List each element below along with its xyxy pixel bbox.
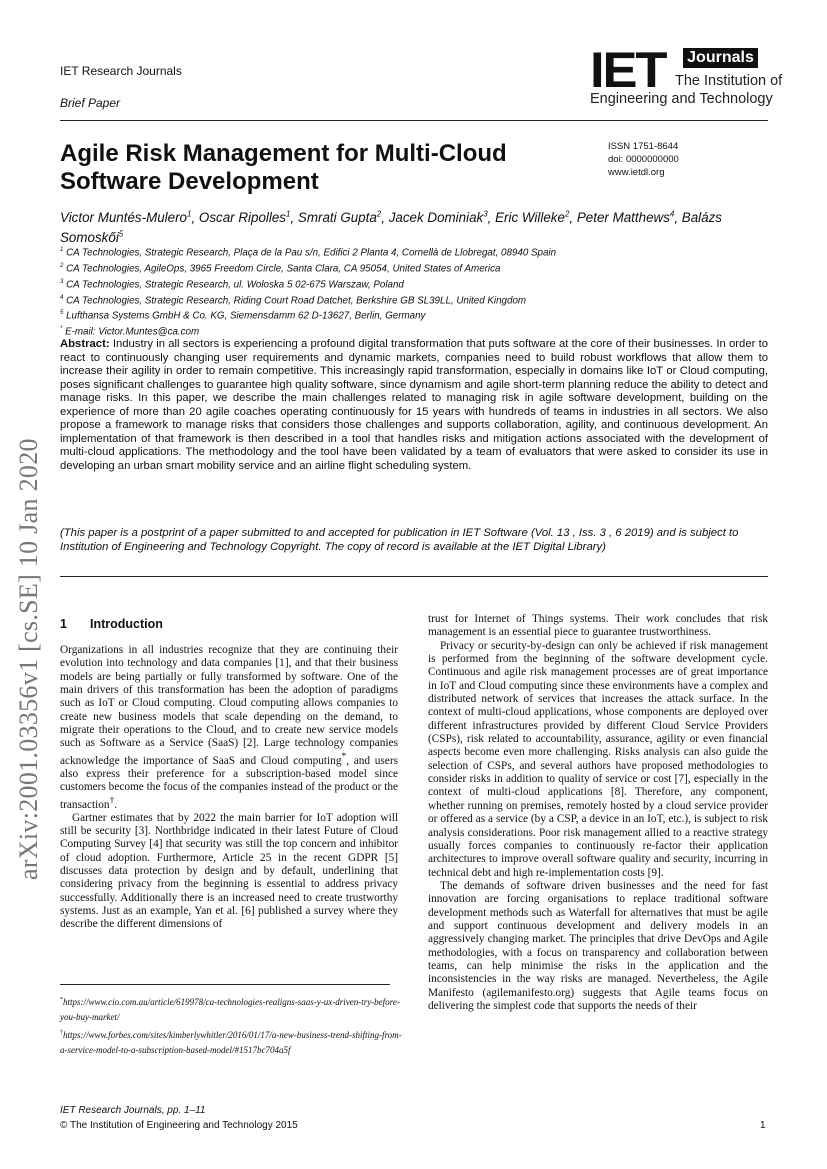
journals-badge: Journals: [683, 48, 758, 68]
footnote-mark: †: [109, 795, 115, 806]
postprint-notice: (This paper is a postprint of a paper submitted to and accepted for publication in IET Software (Vol. 13 , Iss. 3 , 6 2019) and is subject to Institution of Engineering and Technology Copyright. The copy of record is available at the IET Digital Library): [60, 527, 739, 553]
footnotes: [60, 993, 405, 1059]
paragraph: Organizations in all industries recognize that they are continuing their evolution into technology and data companies [1], and that their business models are being partially or fully transformed by software. One of the main drivers of this transformation has been the adoption of paradigms such as IoT or Cloud computing. Cloud computing allows companies to create new business models that scale depending on the demand, to migrate their operations to the Cloud, and to create new service models such as Software as a Service (SaaS) [2]. Large technology companies acknowledge the importance of SaaS and Cloud computing*, and users also express their preference for a subscription-based model since customers become the focus of the companies instead of the product or the transaction†.: [60, 644, 398, 811]
paper-type: Brief Paper: [60, 96, 121, 110]
author-list: Victor Muntés-Mulero$^1$, Oscar Ripolles$^1$, Smrati Gupta$^2$, Jacek Dominiak$^3$, Eric Willeke$^2$, Peter Matthews$^4$, Balázs Somoskői$^5$: [60, 210, 722, 245]
affiliation: $^5$ Lufthansa Systems GmbH & Co. KG, Siemensdamm 62 D-13627, Berlin, Germany: [60, 310, 426, 322]
paragraph: trust for Internet of Things systems. Their work concludes that risk management is an essential piece to guarantee trustworthiness.: [428, 613, 768, 639]
abstract: [60, 338, 768, 473]
affiliation-mark: 2: [564, 210, 570, 219]
left-column: [60, 644, 398, 932]
journal-name: IET Research Journals: [60, 64, 182, 78]
affiliation-mark: 4: [669, 210, 675, 219]
affiliation-list: [60, 244, 775, 339]
author: Peter Matthews$^4$: [576, 210, 675, 226]
abstract-rule: [60, 576, 768, 577]
author: Balázs Somoskői$^5$: [60, 210, 722, 245]
page-number: 1: [760, 1120, 766, 1131]
iet-logo-mark: IET: [590, 42, 666, 98]
footnote-link[interactable]: https://www.cio.com.au/article/619978/ca-technologies-realigns-saas-y-ux-driven-try-before-you-buy-market/: [60, 997, 400, 1023]
affiliation: $^3$ CA Technologies, Strategic Research, ul. Woloska 5 02-675 Warszaw, Poland: [60, 278, 404, 290]
paragraph: Privacy or security-by-design can only be achieved if risk management is performed from the beginning of the software development cycle. Continuous and agile risk management processes are of great importance in IoT and Cloud computing since these environments have a complex and distributed network of services that increases the attack surface. In the context of multi-cloud applications, whose components are deployed over different infrastructures provided by different Cloud Service Providers (CSPs), risk related to accountability, assurance, agility or even financial aspects become even more challenging. Risks analysis can also guide the selection of CSPs, and several authors have proposed methodologies to consider risks in addition to quality of service or cost [7], especially in the context of multi-cloud applications [8]. Therefore, any component, whether running on premises, remotely hosted by a cloud service provider or offered as a service (by a CSP, a device in an IoT, etc.), is subject to risk analysis considerations. Poor risk management allied to a reactive strategy usually forces companies to continuously re-factor their application architectures to improve overall software quality and security, incurring in technical debt and high re-implementation costs [9].: [428, 639, 768, 879]
affiliation: $^4$ CA Technologies, Strategic Research, Riding Court Road Datchet, Berkshire GB SL39LL, United Kingdom: [60, 294, 527, 306]
author: Oscar Ripolles$^1$: [198, 210, 291, 226]
footnote: †https://www.forbes.com/sites/kimberlywhitler/2016/01/17/a-new-business-trend-shifting-from-a-service-model-to-a-subscription-based-model/#1517bc704a5f: [60, 1029, 402, 1056]
logo-institution-line2: Engineering and Technology: [590, 91, 773, 107]
affiliation-mark: 1: [286, 210, 291, 219]
issn-block: [608, 140, 679, 179]
author: Victor Muntés-Mulero$^1$: [60, 210, 192, 226]
header-rule: [60, 120, 768, 121]
affiliation-mark: 2: [376, 210, 382, 219]
footnote-link[interactable]: https://www.forbes.com/sites/kimberlywhitler/2016/01/17/a-new-business-trend-shifting-from-a-service-model-to-a-subscription-based-model/#1517bc704a5f: [60, 1029, 402, 1056]
affiliation: $^1$ CA Technologies, Strategic Research, Plaça de la Pau s/n, Edifici 2 Planta 4, Cornellà de Llobregat, 08940 Spain: [60, 247, 557, 259]
footnote-mark: *: [341, 751, 347, 762]
issn: ISSN 1751-8644: [608, 141, 679, 152]
paragraph: Gartner estimates that by 2022 the main barrier for IoT adoption will still be security [3]. Northbridge indicated in their latest Future of Cloud Computing Survey [4] that security was still the top concern and inhibitor of cloud adoption. Furthermore, Article 25 in the recent GDPR [5] discusses data protection by design and by default, underlining that considering privacy from the beginning is essential to address privacy successfully. Additionally there is an increased need to create trustworthy systems. Just as an example, Yan et al. [6] published a survey where they describe the different dimensions of: [60, 811, 398, 931]
author: Eric Willeke$^2$: [495, 210, 570, 226]
abstract-label: Abstract:: [60, 338, 110, 350]
section-number: 1: [60, 617, 67, 631]
right-column: [428, 613, 768, 1013]
footer-journal: IET Research Journals, pp. 1–11: [60, 1105, 206, 1116]
author: Jacek Dominiak$^3$: [388, 210, 488, 226]
iet-logo: [590, 42, 783, 114]
section-title: Introduction: [90, 617, 163, 631]
paper-title: Agile Risk Management for Multi-Cloud Software Development: [60, 140, 507, 195]
affiliation-mark: 3: [483, 210, 488, 219]
arxiv-stamp: arXiv:2001.03356v1 [cs.SE] 10 Jan 2020: [14, 438, 43, 880]
affiliation-mark: 1: [187, 210, 192, 219]
doi: doi: 0000000000: [608, 154, 679, 165]
website: www.ietdl.org: [608, 167, 665, 178]
logo-institution-line1: The Institution of: [675, 73, 783, 89]
footnote: *https://www.cio.com.au/article/619978/ca-technologies-realigns-saas-y-ux-driven-try-before-you-buy-market/: [60, 997, 400, 1023]
affiliation: * E-mail: Victor.Muntes@ca.com: [60, 326, 200, 338]
footnote-rule: [60, 984, 390, 985]
author: Smrati Gupta$^2$: [297, 210, 382, 226]
footer-copyright: © The Institution of Engineering and Technology 2015: [60, 1120, 298, 1131]
affiliation: $^2$ CA Technologies, AgileOps, 3965 Freedom Circle, Santa Clara, CA 95054, United States of America: [60, 262, 501, 275]
affiliation-mark: 5: [118, 229, 124, 239]
section-heading: [60, 617, 163, 631]
paragraph: The demands of software driven businesses and the need for fast innovation are forcing organisations to replace traditional software development methods such as Waterfall for alternatives that must be agile and support continuous development and delivery models in an aggressively changing market. The principles that drive DevOps and Agile methodologies, with a focus on transparency and collaboration between teams, can help minimise the risks in the application and the inconsistencies in the way risks are managed. Nevertheless, the Agile Manifesto (agilemanifesto.org) suggests that Agile teams focus on delivering the simplest code that supports the needs of their: [428, 879, 768, 1012]
abstract-text: Industry in all sectors is experiencing a profound digital transformation that puts software at the core of their businesses. In order to react to continuously changing user requirements and dynamic markets, companies need to build robust workflows that allow them to increase their agility in order to remain competitive. This increasingly rapid transformation, especially in domains like IoT or Cloud computing, poses significant challenges to guarantee high quality software, since dynamism and agile short-term planning reduce the ability to detect and manage risks. In this paper, we describe the main challenges related to managing risk in agile software development, building on the experience of more than 20 agile coaches operating continuously for 15 years with hundreds of teams in industries in all sectors. We also propose a framework to manage risks that considers those challenges and supports collaboration, agility, and continuous development. An implementation of that framework is then described in a tool that handles risks and mitigation actions associated with the development of multi-cloud applications. The methodology and the tool have been validated by a team of evaluators that were asked to consider its use in developing an urban smart mobility service and an airline flight scheduling system.: [60, 338, 768, 472]
